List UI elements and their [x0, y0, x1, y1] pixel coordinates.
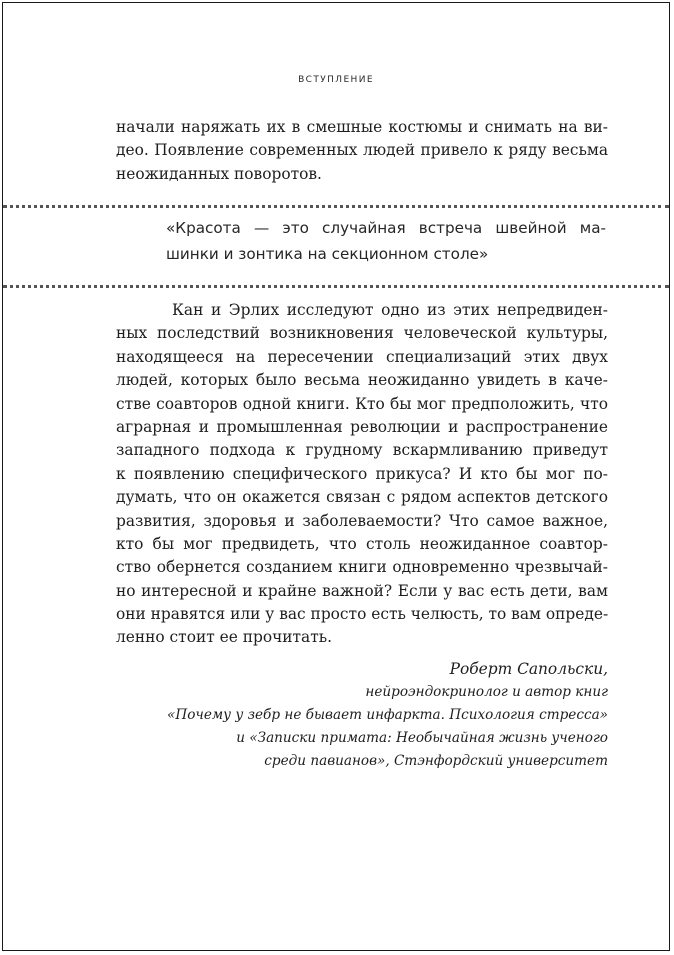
paragraph-line: аграрная и промышленная революции и распространение	[116, 417, 608, 436]
dotted-divider-top	[3, 205, 669, 208]
paragraph-line: део. Появление современных людей привело к ряду весьма	[116, 141, 608, 160]
signature-credential: «Почему у зебр не бывает инфаркта. Психология стресса»	[167, 707, 608, 723]
paragraph-main	[116, 299, 608, 650]
paragraph-line: людей, которых было весьма неожиданно увидеть в каче-	[116, 371, 608, 390]
epigraph-quote	[166, 215, 606, 267]
paragraph-line: Кан и Эрлих исследуют одно из этих непредвиден-	[172, 301, 608, 319]
signature-credential: среди павианов», Стэнфордский университет	[264, 753, 608, 769]
paragraph-line: думать, что он окажется связан с рядом аспектов детского	[116, 488, 608, 507]
book-page	[2, 2, 670, 951]
running-head: вступление	[298, 70, 374, 85]
quote-line: «Красота — это случайная встреча швейной ма-	[166, 219, 606, 237]
paragraph-line: находящееся на пересечении специализаций этих двух	[116, 347, 608, 366]
paragraph-line: начали наряжать их в смешные костюмы и снимать на ви-	[116, 118, 608, 136]
paragraph-line: стве соавторов одной книги. Кто бы мог предположить, что	[116, 394, 608, 413]
paragraph-line: неожиданных поворотов.	[116, 164, 322, 183]
paragraph-line: ство обернется созданием книги одновременно чрезвычай-	[116, 558, 608, 577]
signature-block	[116, 657, 608, 773]
paragraph-line: ленно стоит ее прочитать.	[116, 628, 333, 647]
dotted-divider-bottom	[3, 285, 669, 288]
paragraph-top	[116, 116, 608, 186]
paragraph-line: они нравятся или у вас просто есть челюсть, то вам опреде-	[116, 605, 609, 624]
quote-line: шинки и зонтика на секционном столе»	[166, 245, 489, 263]
signature-credential: нейроэндокринолог и автор книг	[365, 684, 608, 700]
paragraph-line: ных последствий возникновения человеческой культуры,	[116, 324, 608, 343]
paragraph-line: к появлению специфического прикуса? И кто бы мог по-	[116, 464, 608, 483]
signature-name: Роберт Сапольски,	[449, 660, 608, 678]
paragraph-line: кто бы мог предвидеть, что столь неожиданное соавтор-	[116, 534, 608, 553]
paragraph-line: западного подхода к грудному вскармливанию приведут	[116, 441, 608, 460]
signature-credential: и «Записки примата: Необычайная жизнь ученого	[236, 730, 608, 746]
paragraph-line: развития, здоровья и заболеваемости? Что самое важное,	[116, 511, 608, 530]
paragraph-line: но интересной и крайне важной? Если у вас есть дети, вам	[116, 581, 608, 600]
